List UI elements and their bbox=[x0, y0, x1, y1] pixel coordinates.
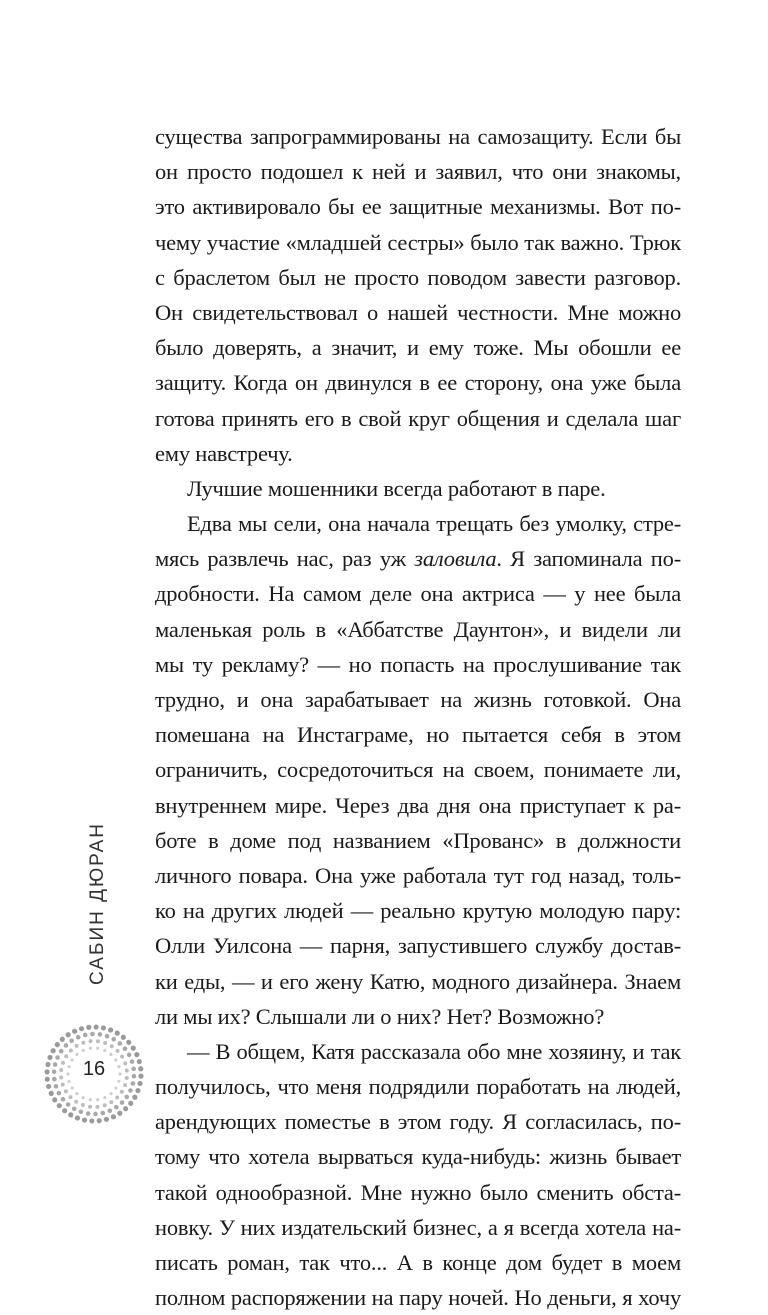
ornament-dot bbox=[89, 1047, 92, 1050]
ornament-dot bbox=[128, 1101, 133, 1106]
text-line: маленькая роль в «Аббатстве Даунтон», и видели ли bbox=[155, 616, 681, 642]
text-span: мясь развлечь нас, раз уж bbox=[155, 546, 415, 572]
ornament-dot bbox=[81, 1041, 85, 1045]
ornament-dot bbox=[127, 1053, 132, 1058]
ornament-dot bbox=[68, 1112, 73, 1117]
text-line: писать роман, так что... А в конце дом будет в моем bbox=[155, 1250, 681, 1275]
ornament-dot bbox=[62, 1108, 67, 1113]
text-line: он просто подошел к ней и заявил, что они знакомы, bbox=[155, 159, 681, 185]
ornament-dot bbox=[96, 1039, 100, 1043]
ornament-dot bbox=[120, 1100, 125, 1105]
text-line: полном распоряжении на пару ночей. Но деньги, я хочу bbox=[155, 1285, 681, 1311]
ornament-dot bbox=[104, 1117, 109, 1122]
ornament-dot bbox=[86, 1025, 91, 1030]
text-line: Лучшие мошенники всегда работают в паре. bbox=[187, 475, 606, 501]
text-line: Олли Уилсона — парня, запустившего службу достав- bbox=[155, 933, 681, 959]
text-line: чему участие «младшей сестры» было так важно. Трюк bbox=[155, 229, 681, 255]
text-line: ко на других людей — реально крутую молодую пару: bbox=[155, 898, 681, 924]
ornament-dot bbox=[131, 1046, 136, 1051]
ornament-dot bbox=[61, 1083, 65, 1087]
ornament-dot bbox=[69, 1048, 73, 1052]
ornament-dot bbox=[93, 1112, 98, 1117]
ornament-dot bbox=[79, 1110, 84, 1115]
ornament-dot bbox=[103, 1103, 107, 1107]
ornament-dot bbox=[98, 1032, 103, 1037]
ornament-dot bbox=[86, 1111, 91, 1116]
text-line: ки еды, — и его жену Катю, модного дизайнера. Знаем bbox=[155, 968, 681, 994]
ornament-dot bbox=[75, 1115, 80, 1120]
text-line: новку. У них издательский бизнес, а я всегда хотела на- bbox=[155, 1214, 681, 1240]
text-line: защиту. Когда он двинулся в ее сторону, она уже была bbox=[155, 370, 681, 396]
ornament-dot bbox=[111, 1037, 116, 1042]
ornament-dot bbox=[96, 1047, 99, 1050]
text-line: личного повара. Она уже работала тут год назад, толь- bbox=[155, 862, 681, 888]
ornament-dot bbox=[123, 1083, 127, 1087]
ornament-dot bbox=[64, 1043, 69, 1048]
ornament-dot bbox=[52, 1097, 57, 1102]
ornament-dot bbox=[72, 1106, 77, 1111]
text-line-with-italic bbox=[155, 541, 681, 576]
ornament-dot bbox=[72, 1029, 77, 1034]
ornament-dot bbox=[57, 1091, 62, 1096]
ornament-dot bbox=[96, 1098, 99, 1101]
ornament-dot bbox=[121, 1035, 126, 1040]
text-line: помешана на Инстаграме, но пытается себя в этом bbox=[155, 722, 681, 748]
ornament-dot bbox=[49, 1091, 54, 1096]
ornament-dot bbox=[114, 1086, 117, 1089]
text-line: Едва мы сели, она начала трещать без умолку, стре- bbox=[187, 511, 681, 537]
ornament-dot bbox=[117, 1111, 122, 1116]
ornament-dot bbox=[128, 1088, 133, 1093]
ornament-dot bbox=[108, 1108, 113, 1113]
ornament-dot bbox=[66, 1032, 71, 1037]
ornament-dot bbox=[131, 1081, 136, 1086]
ornament-dot bbox=[97, 1118, 102, 1123]
ornament-dot bbox=[89, 1118, 94, 1123]
ornament-dot bbox=[109, 1053, 112, 1056]
text-line: внутреннем мире. Через два дня она приступает к ра- bbox=[155, 792, 681, 818]
ornament-dot bbox=[108, 1027, 113, 1032]
text-line: боте в доме под названием «Прованс» в должности bbox=[155, 827, 681, 853]
ornament-dot bbox=[71, 1086, 74, 1089]
ornament-dot bbox=[64, 1089, 68, 1093]
text-line: тому что хотела вырваться куда-нибудь: жизнь бывает bbox=[155, 1144, 681, 1170]
text-line: Он свидетельствовал о нашей честности. Мне можно bbox=[155, 299, 681, 325]
ornament-dot bbox=[105, 1034, 110, 1039]
ornament-dot bbox=[103, 1096, 106, 1099]
ornament-dot bbox=[125, 1095, 130, 1100]
author-name: САБИН ДЮРАН bbox=[87, 822, 108, 985]
ornament-dot bbox=[88, 1105, 92, 1109]
text-line: ограничить, сосредоточиться на своем, понимаете ли, bbox=[155, 757, 681, 783]
ornament-dot bbox=[103, 1041, 107, 1045]
page-number: 16 bbox=[82, 1058, 106, 1080]
ornament-dot bbox=[66, 1102, 71, 1107]
italic-word: заловила bbox=[414, 546, 497, 572]
ornament-dot bbox=[111, 1114, 116, 1119]
ornament-dot bbox=[109, 1092, 112, 1095]
text-line: мы ту рекламу? — но попасть на прослушивание так bbox=[155, 651, 681, 677]
ornament-dot bbox=[115, 1031, 120, 1036]
text-line: трудно, и она зарабатывает на жизнь готовкой. Она bbox=[155, 687, 681, 712]
ornament-dot bbox=[101, 1111, 106, 1116]
ornament-dot bbox=[74, 1100, 78, 1104]
ornament-dot bbox=[83, 1033, 88, 1038]
ornament-dot bbox=[109, 1100, 113, 1104]
ornament-dot bbox=[135, 1088, 140, 1093]
ornament-dot bbox=[54, 1084, 59, 1089]
ornament-dot bbox=[126, 1040, 131, 1045]
text-line: получилось, что меня подрядили поработать на людей, bbox=[155, 1074, 681, 1100]
ornament-dot bbox=[46, 1084, 51, 1089]
body-text bbox=[155, 119, 681, 1315]
text-line: с браслетом был не просто поводом завести разговор. bbox=[155, 264, 681, 290]
ornament-dot bbox=[137, 1081, 142, 1086]
text-line: — В общем, Катя рассказала обо мне хозяину, и так bbox=[187, 1038, 681, 1064]
ornament-dot bbox=[68, 1095, 72, 1099]
ornament-dot bbox=[114, 1105, 119, 1110]
ornament-dot bbox=[82, 1096, 85, 1099]
ornament-dot bbox=[75, 1044, 79, 1048]
ornament-dot bbox=[51, 1048, 56, 1053]
text-line: арендующих поместье в этом году. Я согласилась, по- bbox=[155, 1109, 681, 1135]
text-line: готова принять его в свой круг общения и сделала шаг bbox=[155, 405, 681, 431]
ornament-dot bbox=[120, 1090, 124, 1094]
text-line: ли мы их? Слышали ли о них? Нет? Возможно? bbox=[155, 1003, 605, 1029]
ornament-dot bbox=[60, 1037, 65, 1042]
ornament-dot bbox=[59, 1049, 64, 1054]
ornament-dot bbox=[110, 1044, 114, 1048]
ornament-dot bbox=[82, 1117, 87, 1122]
ornament-dot bbox=[95, 1105, 99, 1109]
text-line: существа запрограммированы на самозащиту. Если бы bbox=[155, 124, 681, 149]
text-line: такой однообразной. Мне нужно было сменить обста- bbox=[155, 1179, 681, 1205]
ornament-dot bbox=[90, 1032, 95, 1037]
ornament-dot bbox=[82, 1049, 85, 1052]
ornament-dot bbox=[115, 1096, 119, 1100]
ornament-dot bbox=[123, 1046, 128, 1051]
ornament-dot bbox=[79, 1026, 84, 1031]
text-line: было доверять, а значит, и ему тоже. Мы обошли ее bbox=[155, 335, 681, 361]
ornament-dot bbox=[81, 1103, 85, 1107]
ornament-dot bbox=[94, 1024, 99, 1029]
ornament-dot bbox=[103, 1049, 106, 1052]
ornament-dot bbox=[61, 1097, 66, 1102]
ornament-dot bbox=[123, 1106, 128, 1111]
ornament-dot bbox=[89, 1039, 93, 1043]
ornament-dot bbox=[55, 1042, 60, 1047]
ornament-dot bbox=[116, 1049, 120, 1053]
ornament-dot bbox=[89, 1098, 92, 1101]
ornament-dot bbox=[69, 1039, 74, 1044]
ornament-dot bbox=[118, 1041, 123, 1046]
text-line: ему навстречу. bbox=[155, 440, 293, 466]
text-line: это активировало бы ее защитные механизмы. Вот по- bbox=[155, 194, 681, 220]
text-span: . Я запоминала по- bbox=[496, 546, 681, 572]
ornament-dot bbox=[57, 1103, 62, 1108]
ornament-dot bbox=[134, 1052, 139, 1057]
ornament-dot bbox=[101, 1025, 106, 1030]
ornament-dot bbox=[132, 1095, 137, 1100]
ornament-dot bbox=[75, 1053, 78, 1056]
ornament-dot bbox=[75, 1092, 78, 1095]
ornament-dot bbox=[76, 1035, 81, 1040]
text-line: дробности. На самом деле она актриса — у нее была bbox=[155, 581, 681, 607]
